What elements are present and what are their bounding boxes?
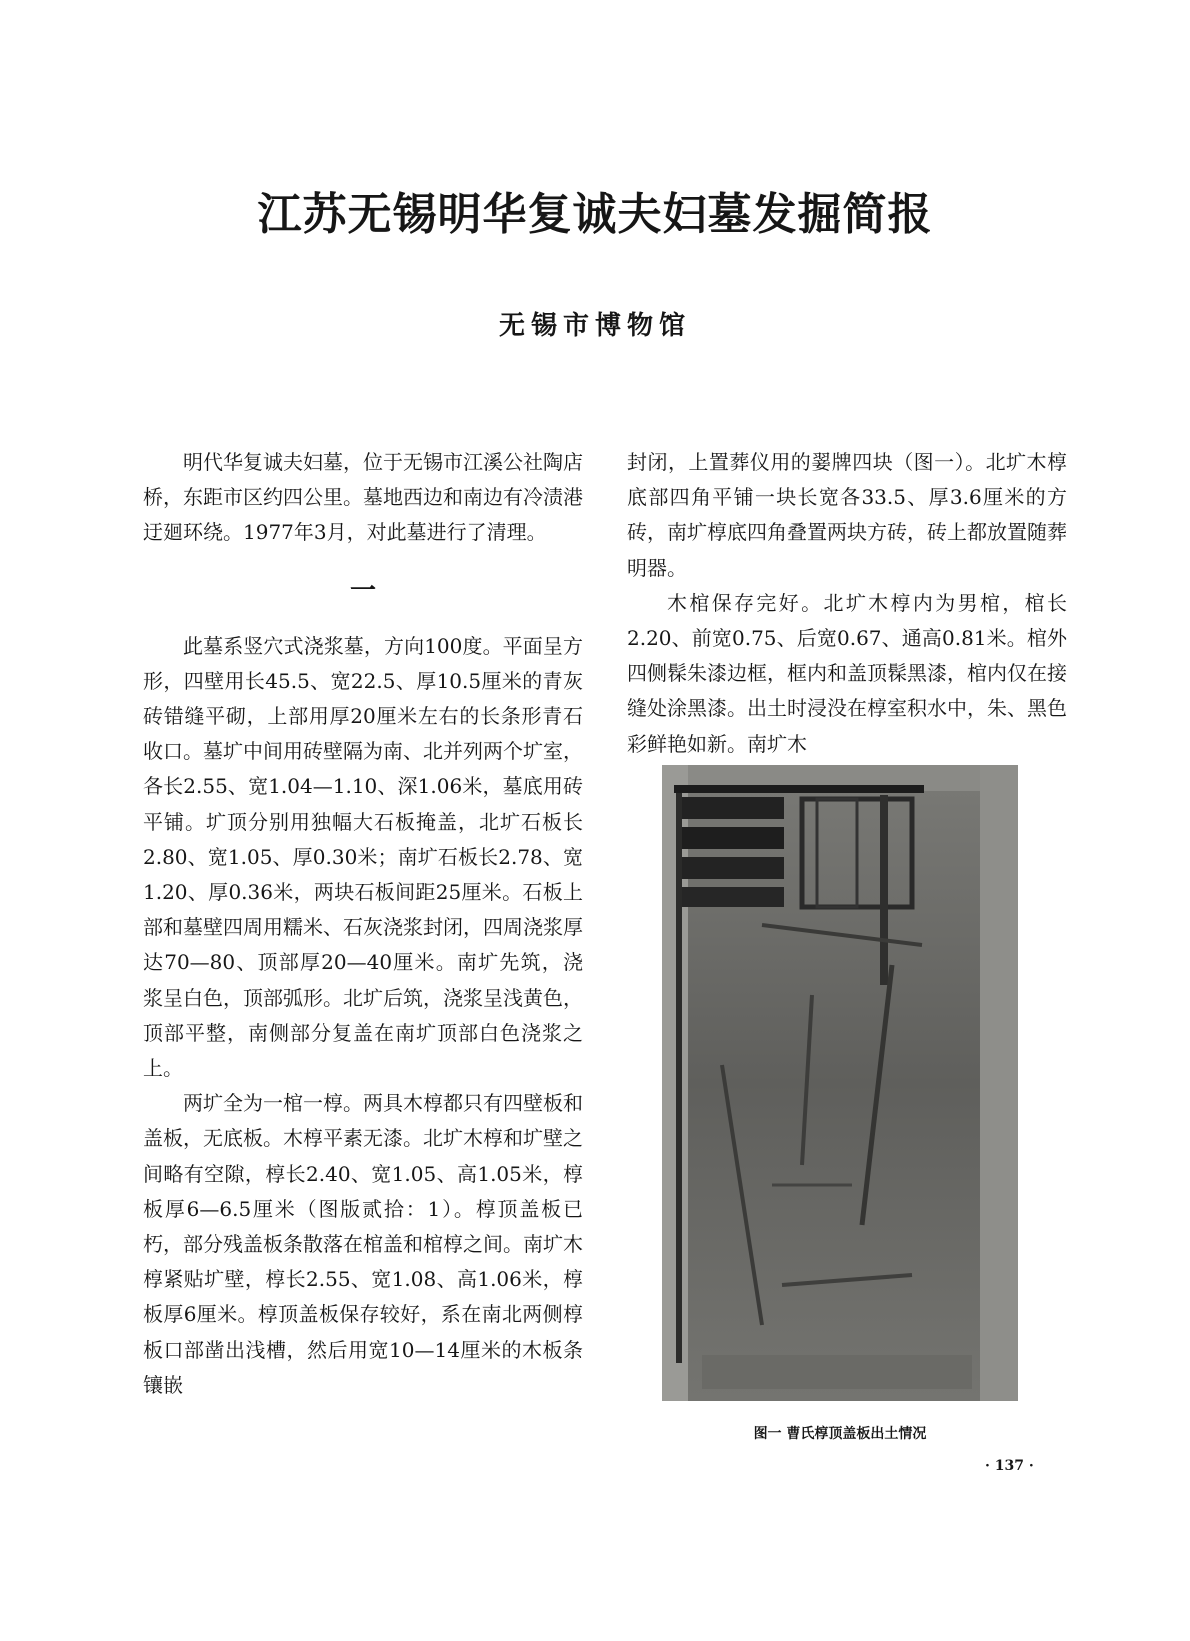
text-column-right [627,445,1067,762]
paragraph-structure: 此墓系竖穴式浇浆墓，方向100度。平面呈方形，四壁用长45.5、宽22.5、厚10.5厘米的青灰砖错缝平砌，上部用厚20厘米左右的长条形青石收口。墓圹中间用砖壁隔为南、北并列两个圹室，各长2.55、宽1.04—1.10、深1.06米，墓底用砖平铺。圹顶分别用独幅大石板掩盖，北圹石板长2.80、宽1.05、厚0.30米；南圹石板长2.78、宽1.20、厚0.36米，两块石板间距25厘米。石板上部和墓壁四周用糯米、石灰浇浆封闭，四周浇浆厚达70—80、顶部厚20—40厘米。南圹先筑，浇浆呈白色，顶部弧形。北圹后筑，浇浆呈浅黄色，顶部平整，南侧部分复盖在南圹顶部白色浇浆之上。 [143,633,583,1081]
article-title: 江苏无锡明华复诚夫妇墓发掘简报 [257,189,933,240]
section-number: 一 [349,575,376,606]
text-column-left [143,445,583,1403]
figure-caption: 图一 曹氏椁顶盖板出土情况 [753,1426,927,1442]
paragraph-coffins: 两圹全为一棺一椁。两具木椁都只有四壁板和盖板，无底板。木椁平素无漆。北圹木椁和圹壁之间略有空隙，椁长2.40、宽1.05、高1.05米，椁板厚6—6.5厘米（图版贰拾：1）。椁顶盖板已朽，部分残盖板条散落在棺盖和棺椁之间。南圹木椁紧贴圹壁，椁长2.55、宽1.08、高1.06米，椁板厚6厘米。椁顶盖板保存较好，系在南北两侧椁板口部凿出浅槽，然后用宽10—14厘米的木板条镶嵌 [143,1091,583,1397]
coffin-lid-photo-image [662,765,1018,1401]
page-number: · 137 · [985,1458,1034,1474]
article-author: 无锡市博物馆 [498,311,691,341]
paragraph-wooden-coffin: 木棺保存完好。北圹木椁内为男棺，棺长2.20、前宽0.75、后宽0.67、通高0.81米。棺外四侧髹朱漆边框，框内和盖顶髹黑漆，棺内仅在接缝处涂黑漆。出土时浸没在椁室积水中，朱、黑色彩鲜艳如新。南圹木 [627,590,1067,756]
paragraph-coffins-continued: 封闭，上置葬仪用的翣牌四块（图一）。北圹木椁底部四角平铺一块长宽各33.5、厚3.6厘米的方砖，南圹椁底四角叠置两块方砖，砖上都放置随葬明器。 [627,450,1067,580]
figure-photo [662,765,1018,1401]
intro-paragraph: 明代华复诚夫妇墓，位于无锡市江溪公社陶店桥，东距市区约四公里。墓地西边和南边有冷渍港迂廻环绕。1977年3月，对此墓进行了清理。 [143,450,583,545]
